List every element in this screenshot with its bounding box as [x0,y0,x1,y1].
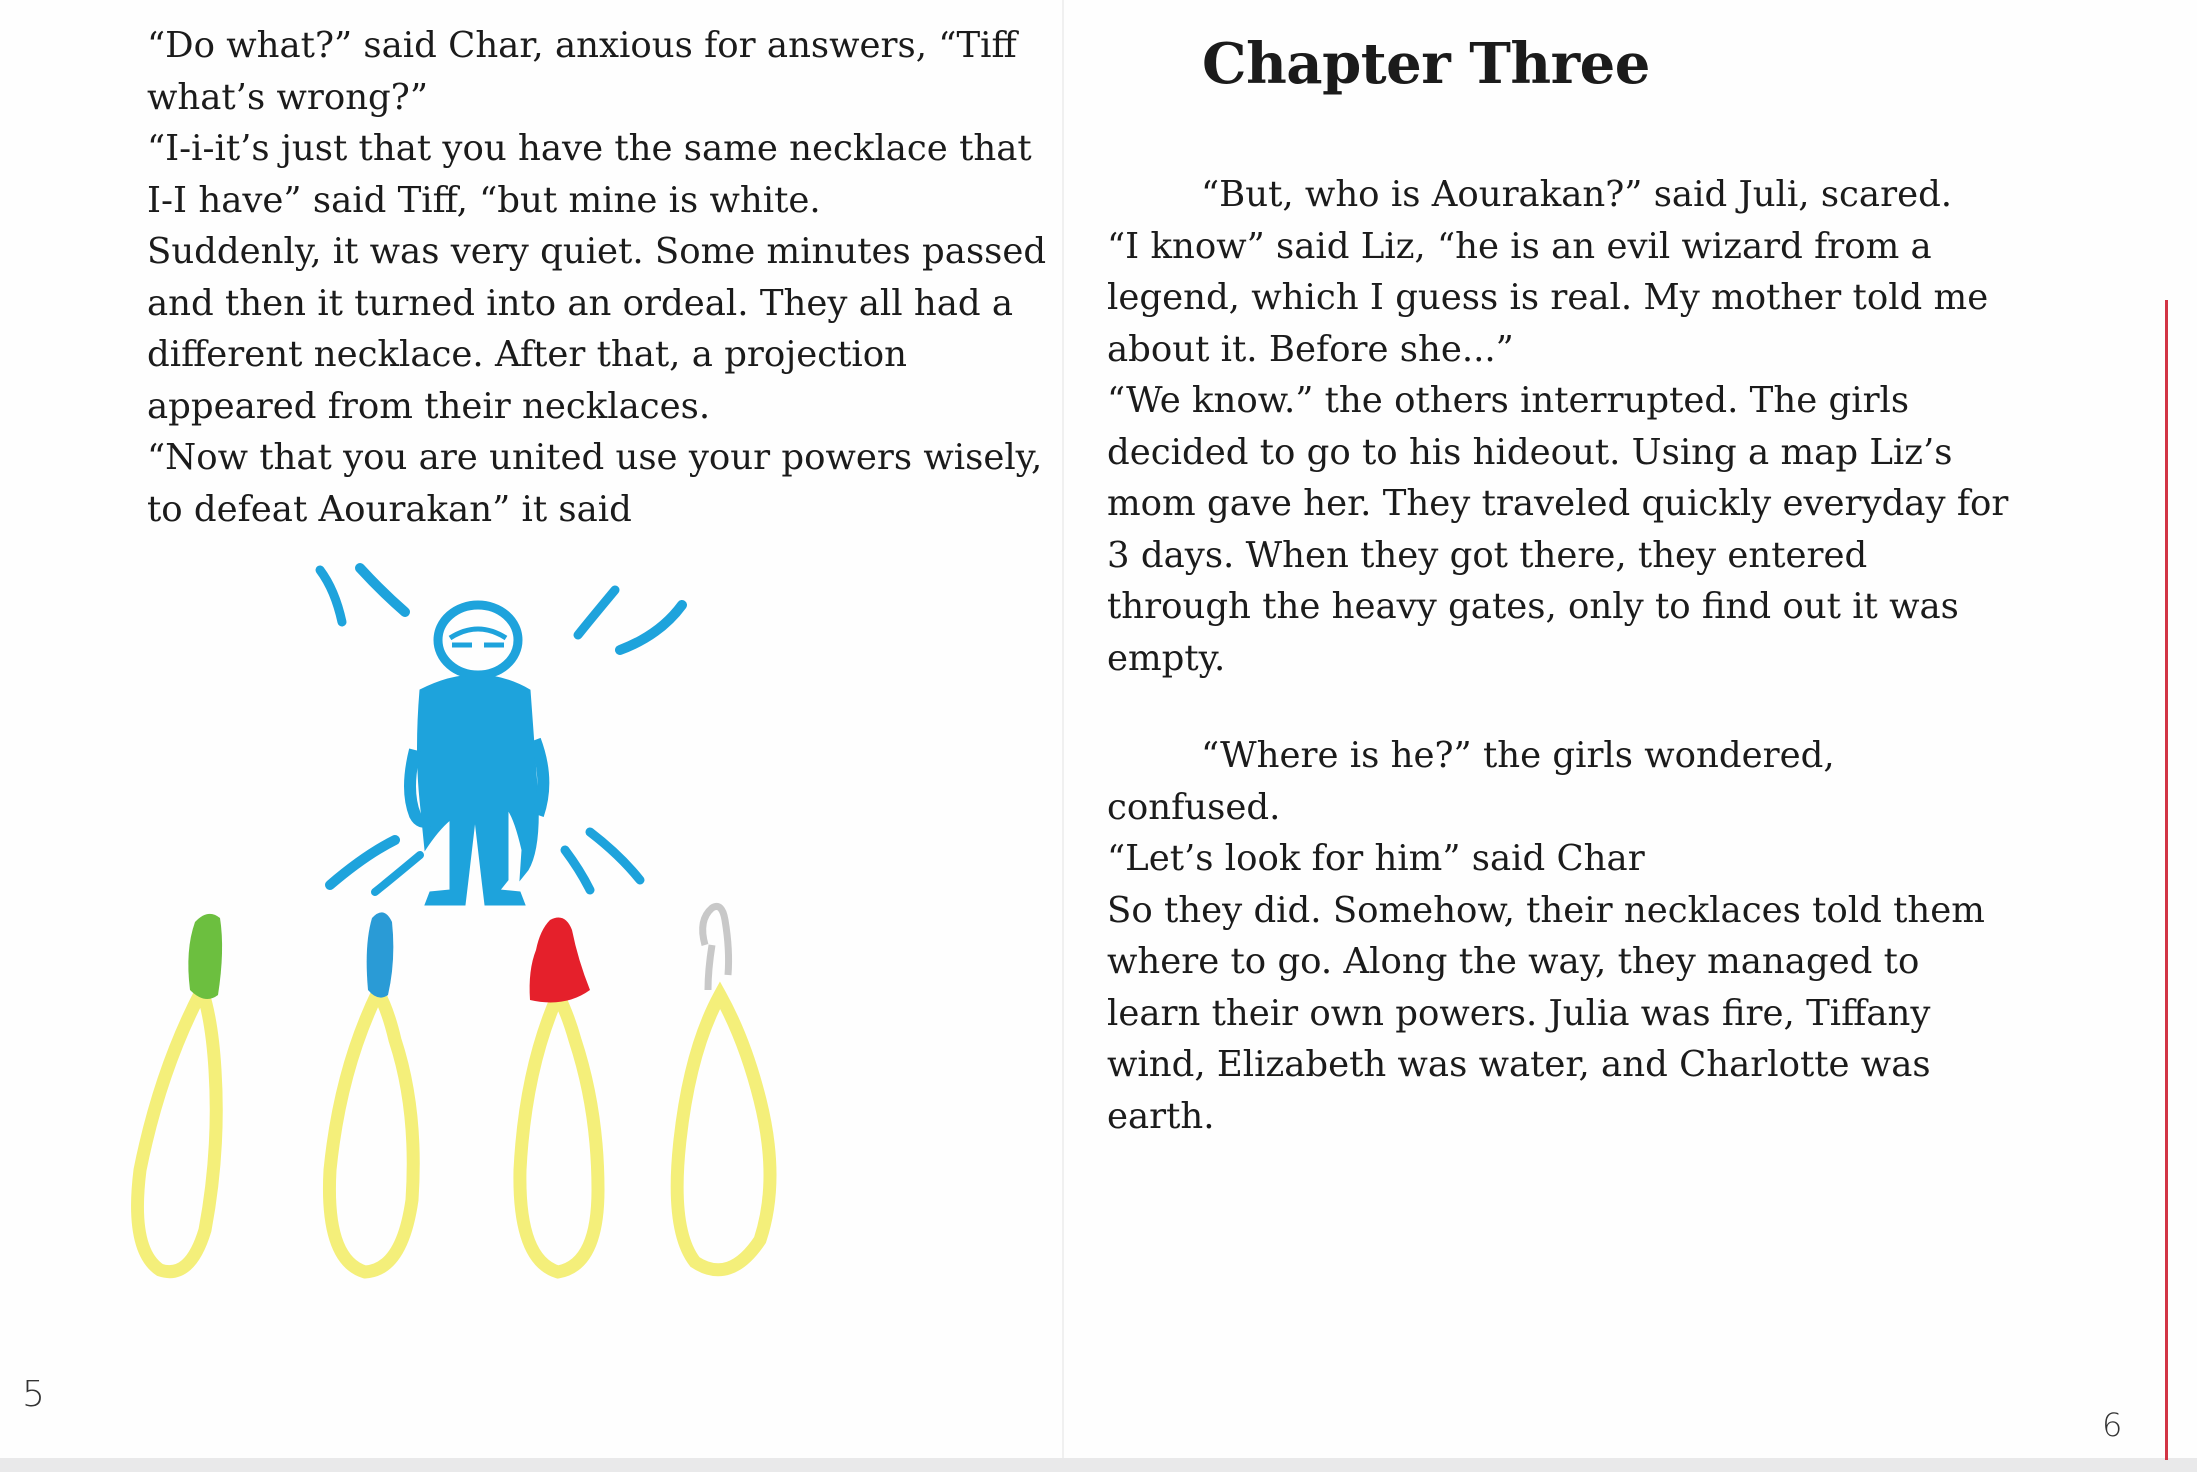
green-gem [188,914,222,999]
page-gutter [1062,0,1064,1460]
wizard-figure [410,605,543,905]
text-line: wind, Elizabeth was water, and Charlotte was [1107,1044,1931,1085]
left-page-text [147,20,1047,535]
text-line: Suddenly, it was very quiet. Some minutes passed [147,231,1047,272]
text-line: where to go. Along the way, they managed to [1107,941,1920,982]
white-gem [703,907,729,991]
text-line: “I know” said Liz, “he is an evil wizard from a [1107,225,1932,267]
text-line: decided to go to his hideout. Using a map Liz’s [1107,431,1953,473]
text-line: earth. [1107,1095,1215,1137]
text-line: appeared from their necklaces. [147,385,711,427]
text-line: mom gave her. They traveled quickly everyday for [1107,483,2009,524]
scan-bottom-edge [0,1458,2197,1472]
text-line: and then it turned into an ordeal. They all had a [147,282,1014,324]
text-line: “Now that you are united use your powers wisely, [147,437,1043,478]
page-number: 6 [2102,1406,2123,1444]
left-page [0,0,1062,1460]
text-line: to defeat Aourakan” it said [147,488,632,530]
text-line: different necklace. After that, a projection [147,334,908,375]
red-gem [530,918,590,1003]
blue-gem [367,912,394,997]
text-line: empty. [1107,637,1226,679]
text-line: “But, who is Aourakan?” said Juli, scared. [1201,174,1953,215]
text-line: about it. Before she...” [1107,328,1514,370]
text-line: what’s wrong?” [147,76,428,118]
book-cover-edge [2165,300,2168,1460]
text-line: through the heavy gates, only to find out it was [1107,586,1959,627]
text-line: 3 days. When they got there, they entered [1107,534,1868,576]
chapter-title: Chapter Three [1202,31,1650,97]
necklaces [138,990,771,1272]
text-line: “We know.” the others interrupted. The girls [1107,380,1910,421]
text-line: So they did. Somehow, their necklaces told them [1107,889,1985,931]
projection-illustration [120,550,800,1300]
text-line: “Do what?” said Char, anxious for answers, “Tiff [147,25,1017,66]
paragraph-1 [1107,169,2127,684]
text-line: “I-i-it’s just that you have the same necklace that [147,128,1032,169]
text-line: I-I have” said Tiff, “but mine is white. [147,179,821,221]
text-line: “Where is he?” the girls wondered, [1201,735,1835,776]
text-line: confused. [1107,786,1281,828]
text-line: learn their own powers. Julia was fire, Tiffany [1107,992,1931,1034]
page-number: 5 [22,1374,45,1415]
paragraph-2 [1107,730,2127,1142]
text-line: legend, which I guess is real. My mother told me [1107,277,1989,318]
text-line: “Let’s look for him” said Char [1107,838,1645,879]
